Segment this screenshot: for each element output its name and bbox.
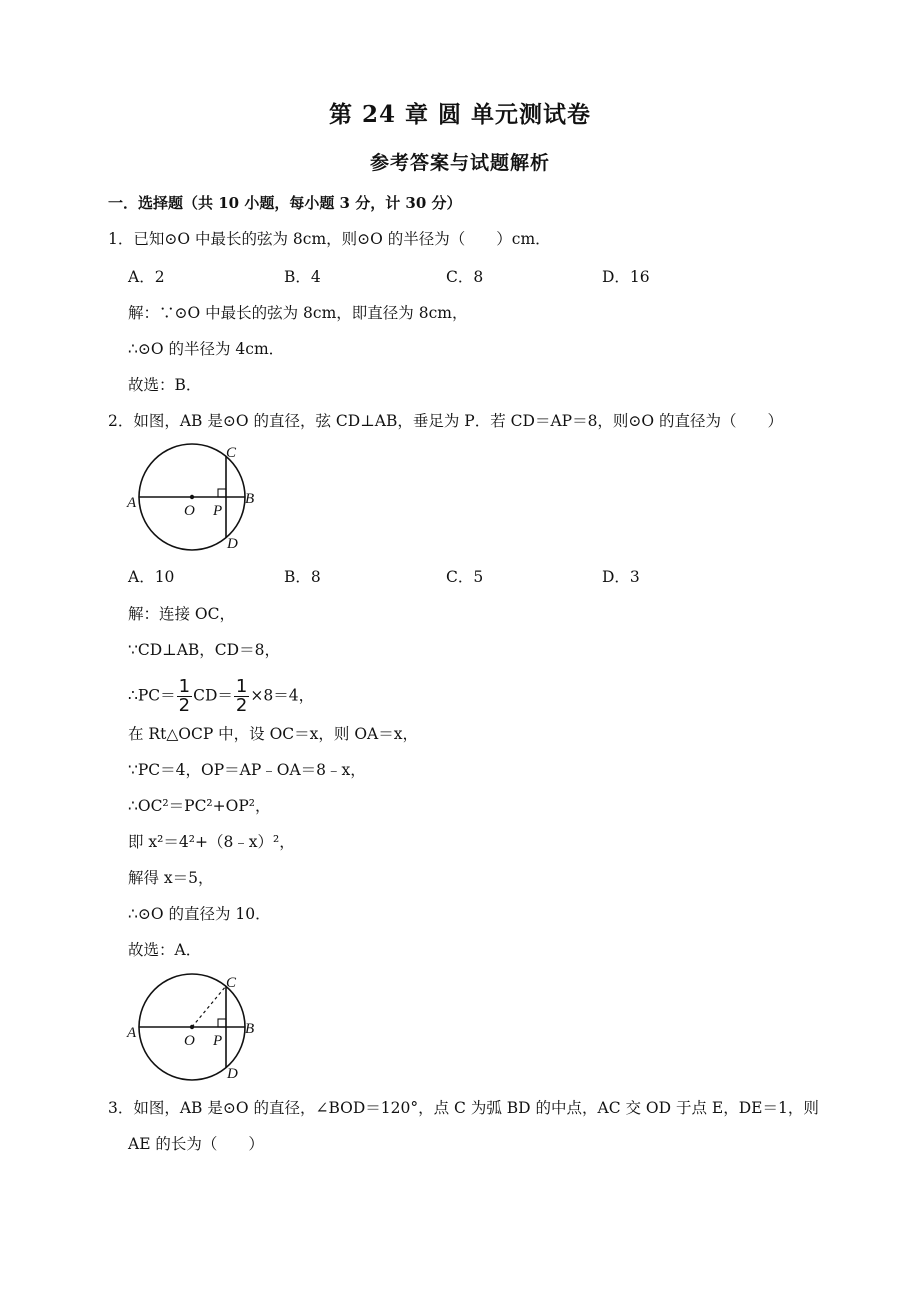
q1-stem: 1．已知⊙O 中最长的弦为 8cm，则⊙O 的半径为（ ）cm． [108,230,551,248]
q2-sol-label-o: O [184,1033,195,1049]
q2-sol-label-d: D [227,1066,238,1082]
q1-solution-line-1: 解：∵⊙O 中最长的弦为 8cm，即直径为 8cm， [128,304,468,322]
q2-option-a: A．10 [128,568,175,586]
q2-solution-line-9: ∴⊙O 的直径为 10． [128,905,271,923]
q2-fraction-1-numerator: 1 [178,676,191,697]
q2-label-o: O [184,503,195,519]
q2-solution-line-7: 即 x²＝4²+（8﹣x）²， [128,833,295,851]
q2-solution-fraction-line [128,676,315,716]
q2-solution-line-10: 故选：A． [128,941,202,959]
q1-solution-line-2: ∴⊙O 的半径为 4cm． [128,340,285,358]
page-title: 第 24 章 圆 单元测试卷 [328,101,592,128]
q1-option-b: B．4 [284,268,321,286]
q2-fraction-1 [177,678,192,715]
q2-frac-suffix: ×8＝4， [250,686,315,705]
q2-label-c: C [226,445,237,461]
q2-frac-middle: CD＝ [193,686,233,705]
q3-stem-line-2: AE 的长为（ ） [128,1135,264,1153]
q2-option-b: B．8 [284,568,321,586]
q2-fraction-2-numerator: 1 [235,676,248,697]
q1-option-a: A．2 [128,268,165,286]
q2-solution-line-1: 解：连接 OC， [128,605,235,623]
q2-figure [126,440,266,556]
q2-label-b: B [245,491,255,507]
q2-frac-prefix: ∴PC＝ [128,686,176,705]
q2-option-d: D．3 [602,568,640,586]
q2-sol-label-a: A [127,1025,137,1041]
q1-solution-line-3: 故选：B． [128,376,202,394]
q2-sol-segment-oc [192,986,226,1027]
q2-sol-right-angle-mark [218,1019,226,1027]
q2-center-dot [190,495,194,499]
q2-sol-label-b: B [245,1021,255,1037]
page-subtitle: 参考答案与试题解析 [369,152,550,174]
q2-option-c: C．5 [446,568,484,586]
q2-sol-label-p: P [213,1033,223,1049]
q2-label-p: P [213,503,223,519]
q2-fraction-2-denominator: 2 [235,695,248,716]
q2-stem: 2．如图，AB 是⊙O 的直径，弦 CD⊥AB，垂足为 P．若 CD＝AP＝8，则⊙O 的直径为（ ） [108,412,784,430]
q2-solution-line-5: ∵PC＝4，OP＝AP﹣OA＝8﹣x， [128,761,366,779]
q3-stem-line-1: 3．如图，AB 是⊙O 的直径，∠BOD＝120°，点 C 为弧 BD 的中点，AC 交 OD 于点 E，DE＝1，则 [108,1099,819,1117]
q2-solution-line-8: 解得 x＝5， [128,869,214,887]
q2-solution-line-6: ∴OC²＝PC²+OP²， [128,797,271,815]
q1-option-c: C．8 [446,268,484,286]
q2-fraction-2 [234,678,249,715]
q2-sol-label-c: C [226,975,237,991]
q2-solution-line-2: ∵CD⊥AB，CD＝8， [128,641,280,659]
q2-solution-figure [126,970,266,1086]
q2-label-d: D [227,536,238,552]
q1-option-d: D．16 [602,268,650,286]
q2-solution-line-4: 在 Rt△OCP 中，设 OC＝x，则 OA＝x， [128,725,418,743]
q2-fraction-1-denominator: 2 [178,695,191,716]
q2-label-a: A [127,495,137,511]
q2-right-angle-mark [218,489,226,497]
section-heading: 一．选择题（共 10 小题，每小题 3 分，计 30 分） [108,194,462,212]
q2-sol-center-dot [190,1025,194,1029]
